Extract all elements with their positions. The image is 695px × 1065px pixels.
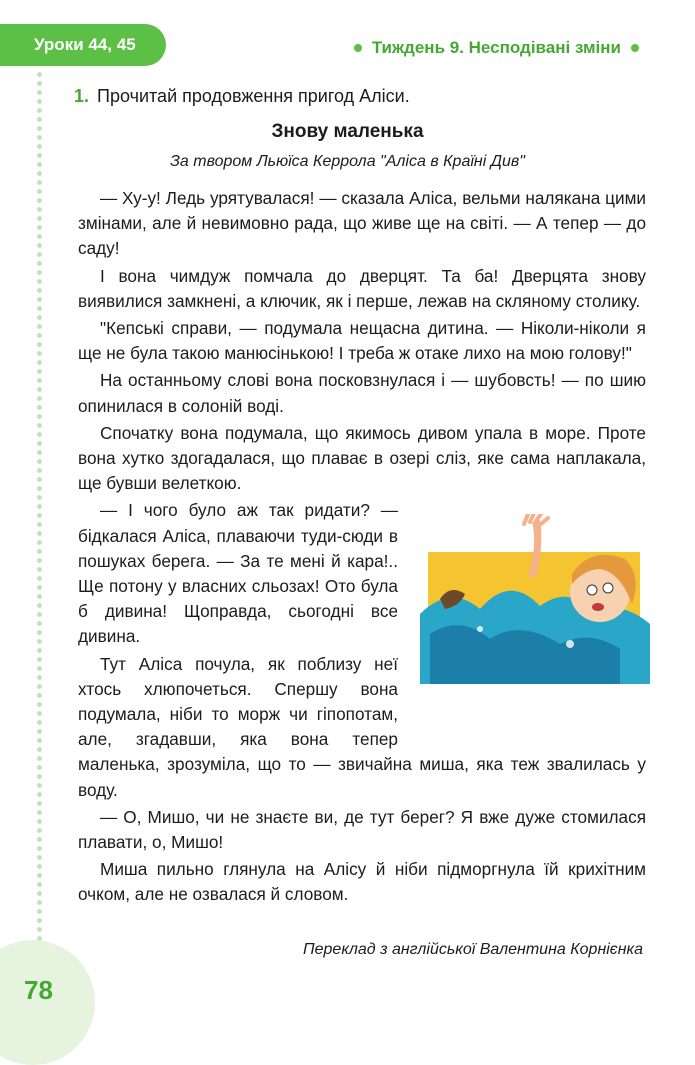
- alice-eye: [603, 583, 613, 593]
- translation-credit: Переклад з англійської Валентина Корнієнка: [303, 941, 643, 958]
- task-number: 1.: [74, 86, 90, 106]
- paragraph: Спочатку вона подумала, що якимось дивом упала в море. Проте вона хутко здогадалася, що плаває в озері сліз, яке сама наплакала, ще бувши велеткою.: [78, 422, 646, 494]
- paragraph: І вона чимдуж помчала до дверцят. Та ба! Дверцята знову виявилися замкнені, а ключик, як і перше, лежав на скляному столику.: [78, 265, 646, 311]
- paragraph: — Ху-у! Ледь урятувалася! — сказала Аліса, вельми налякана цими змінами, але й невимовно рада, що живе ще на світі. — А тепер — до саду!: [78, 188, 646, 259]
- task-text: Прочитай продовження пригод Аліси.: [97, 86, 410, 106]
- illustration-svg: [420, 514, 650, 684]
- story-subtitle: За твором Льюїса Керрола "Аліса в Країні Див": [170, 153, 525, 170]
- story-text: [78, 186, 646, 910]
- paragraph: "Кепські справи, — подумала нещасна дитина. — Ніколи-ніколи я ще не була такою манюсінькою! І треба ж отаке лихо на мою голову!": [78, 318, 646, 364]
- page-number: 78: [24, 975, 53, 1005]
- paragraph: Миша пильно глянула на Алісу й ніби підморгнула їй крихітним очком, але не озвалася й словом.: [78, 859, 646, 905]
- alice-in-water-illustration: [414, 514, 652, 738]
- dotted-margin-rail: [37, 70, 42, 970]
- alice-mouth: [592, 603, 604, 611]
- bullet-dot-icon: [354, 44, 362, 52]
- alice-eye: [587, 585, 597, 595]
- week-header: [354, 38, 639, 58]
- week-title: Тиждень 9. Несподівані зміни: [371, 38, 621, 57]
- paragraph: — І чого було аж так ридати? — бідкалася Аліса, плаваючи туди-сюди в пошуках берега. — За те мені й кара!.. Ще потону у власних сльозах! Ото була б дивина! Щоправда, сьогодні все дивина.: [78, 500, 398, 647]
- bubble: [566, 640, 574, 648]
- paragraph: На останньому слові вона посковзнулася і — шубовсть! — по шию опинилася в солоній воді.: [78, 370, 646, 416]
- paragraph: Тут Аліса почула, як поблизу неї хтось хлюпочеться. Спершу вона подумала, ніби то морж чи гіпопотам, але, згадавши, яка вона тепер маленька, зрозуміла, що то — звичайна миша, яка теж звалилась у воду.: [78, 653, 646, 800]
- task-instruction: [74, 86, 410, 107]
- lesson-tab: Уроки 44, 45: [0, 24, 166, 66]
- story-title: Знову маленька: [271, 121, 424, 142]
- alice-hand: [524, 514, 548, 524]
- paragraph: — О, Мишо, чи не знаєте ви, де тут берег? Я вже дуже стомилася плавати, о, Мишо!: [78, 806, 646, 853]
- bullet-dot-icon: [631, 44, 639, 52]
- bubble: [477, 626, 483, 632]
